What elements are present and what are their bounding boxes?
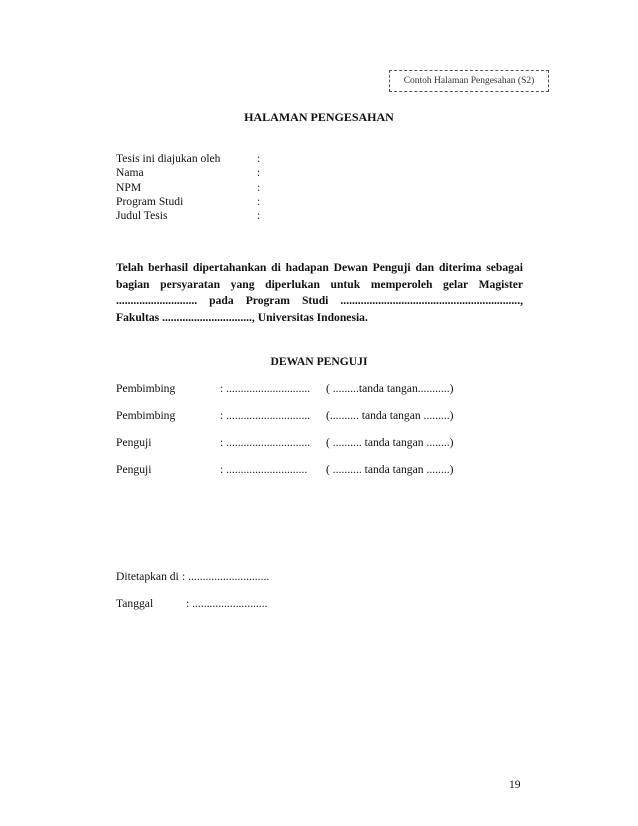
approval-place-row	[116, 570, 416, 597]
field-label: Program Studi	[116, 194, 184, 208]
approval-statement	[116, 260, 523, 327]
approval-date-row	[116, 597, 416, 624]
field-colon: :	[257, 166, 261, 180]
committee-list	[116, 382, 536, 490]
member-signature-blank: ( .........tanda tangan...........)	[326, 382, 454, 395]
field-colon: :	[257, 209, 261, 223]
member-signature-blank: (.......... tanda tangan .........)	[326, 409, 454, 422]
approval-place-label: Ditetapkan di	[116, 570, 179, 583]
field-row-submitted-by	[116, 152, 416, 166]
field-row-name	[116, 166, 416, 180]
field-colon: :	[257, 152, 261, 165]
field-label: Nama	[116, 166, 144, 180]
member-role: Pembimbing	[116, 382, 176, 395]
field-row-thesis-title	[116, 209, 416, 223]
sample-page-note	[389, 70, 549, 92]
member-name-blank: : .............................	[220, 409, 311, 422]
page-number: 19	[509, 778, 521, 791]
statement-line: Fakultas ..............................., Universitas Indonesia.	[116, 311, 368, 325]
page-title: HALAMAN PENGESAHAN	[244, 110, 394, 124]
member-role: Pembimbing	[116, 409, 176, 422]
member-name-blank: : .............................	[220, 382, 311, 395]
approval-date-label: Tanggal	[116, 597, 154, 610]
committee-member-row	[116, 382, 536, 409]
sample-page-note-text: Contoh Halaman Pengesahan (S2)	[403, 76, 535, 86]
member-name-blank: : ............................	[220, 463, 308, 476]
member-name-blank: : .............................	[220, 436, 311, 449]
field-label: Judul Tesis	[116, 209, 168, 223]
committee-heading: DEWAN PENGUJI	[270, 355, 368, 368]
field-colon: :	[257, 180, 261, 194]
approval-details	[116, 570, 416, 624]
committee-member-row	[116, 436, 536, 463]
statement-line: Telah berhasil dipertahankan di hadapan Dewan Penguji dan diterima sebagai	[116, 261, 523, 274]
field-colon: :	[257, 194, 261, 208]
field-row-npm	[116, 181, 416, 195]
field-label: NPM	[116, 180, 142, 194]
committee-member-row	[116, 463, 536, 490]
member-role: Penguji	[116, 436, 152, 449]
member-signature-blank: ( .......... tanda tangan ........)	[326, 463, 454, 476]
approval-place-blank: : ............................	[182, 570, 270, 583]
statement-line: bagian persyaratan yang diperlukan untuk memperoleh gelar Magister	[116, 277, 523, 291]
field-row-study-program	[116, 195, 416, 209]
member-signature-blank: ( .......... tanda tangan ........)	[326, 436, 454, 449]
member-role: Penguji	[116, 463, 152, 476]
field-label: Tesis ini diajukan oleh	[116, 152, 221, 165]
statement-line: ............................ pada Program Studi ..............................................................,	[116, 294, 523, 308]
committee-member-row	[116, 409, 536, 436]
approval-date-blank: : ..........................	[186, 597, 268, 610]
thesis-info-fields	[116, 152, 416, 223]
